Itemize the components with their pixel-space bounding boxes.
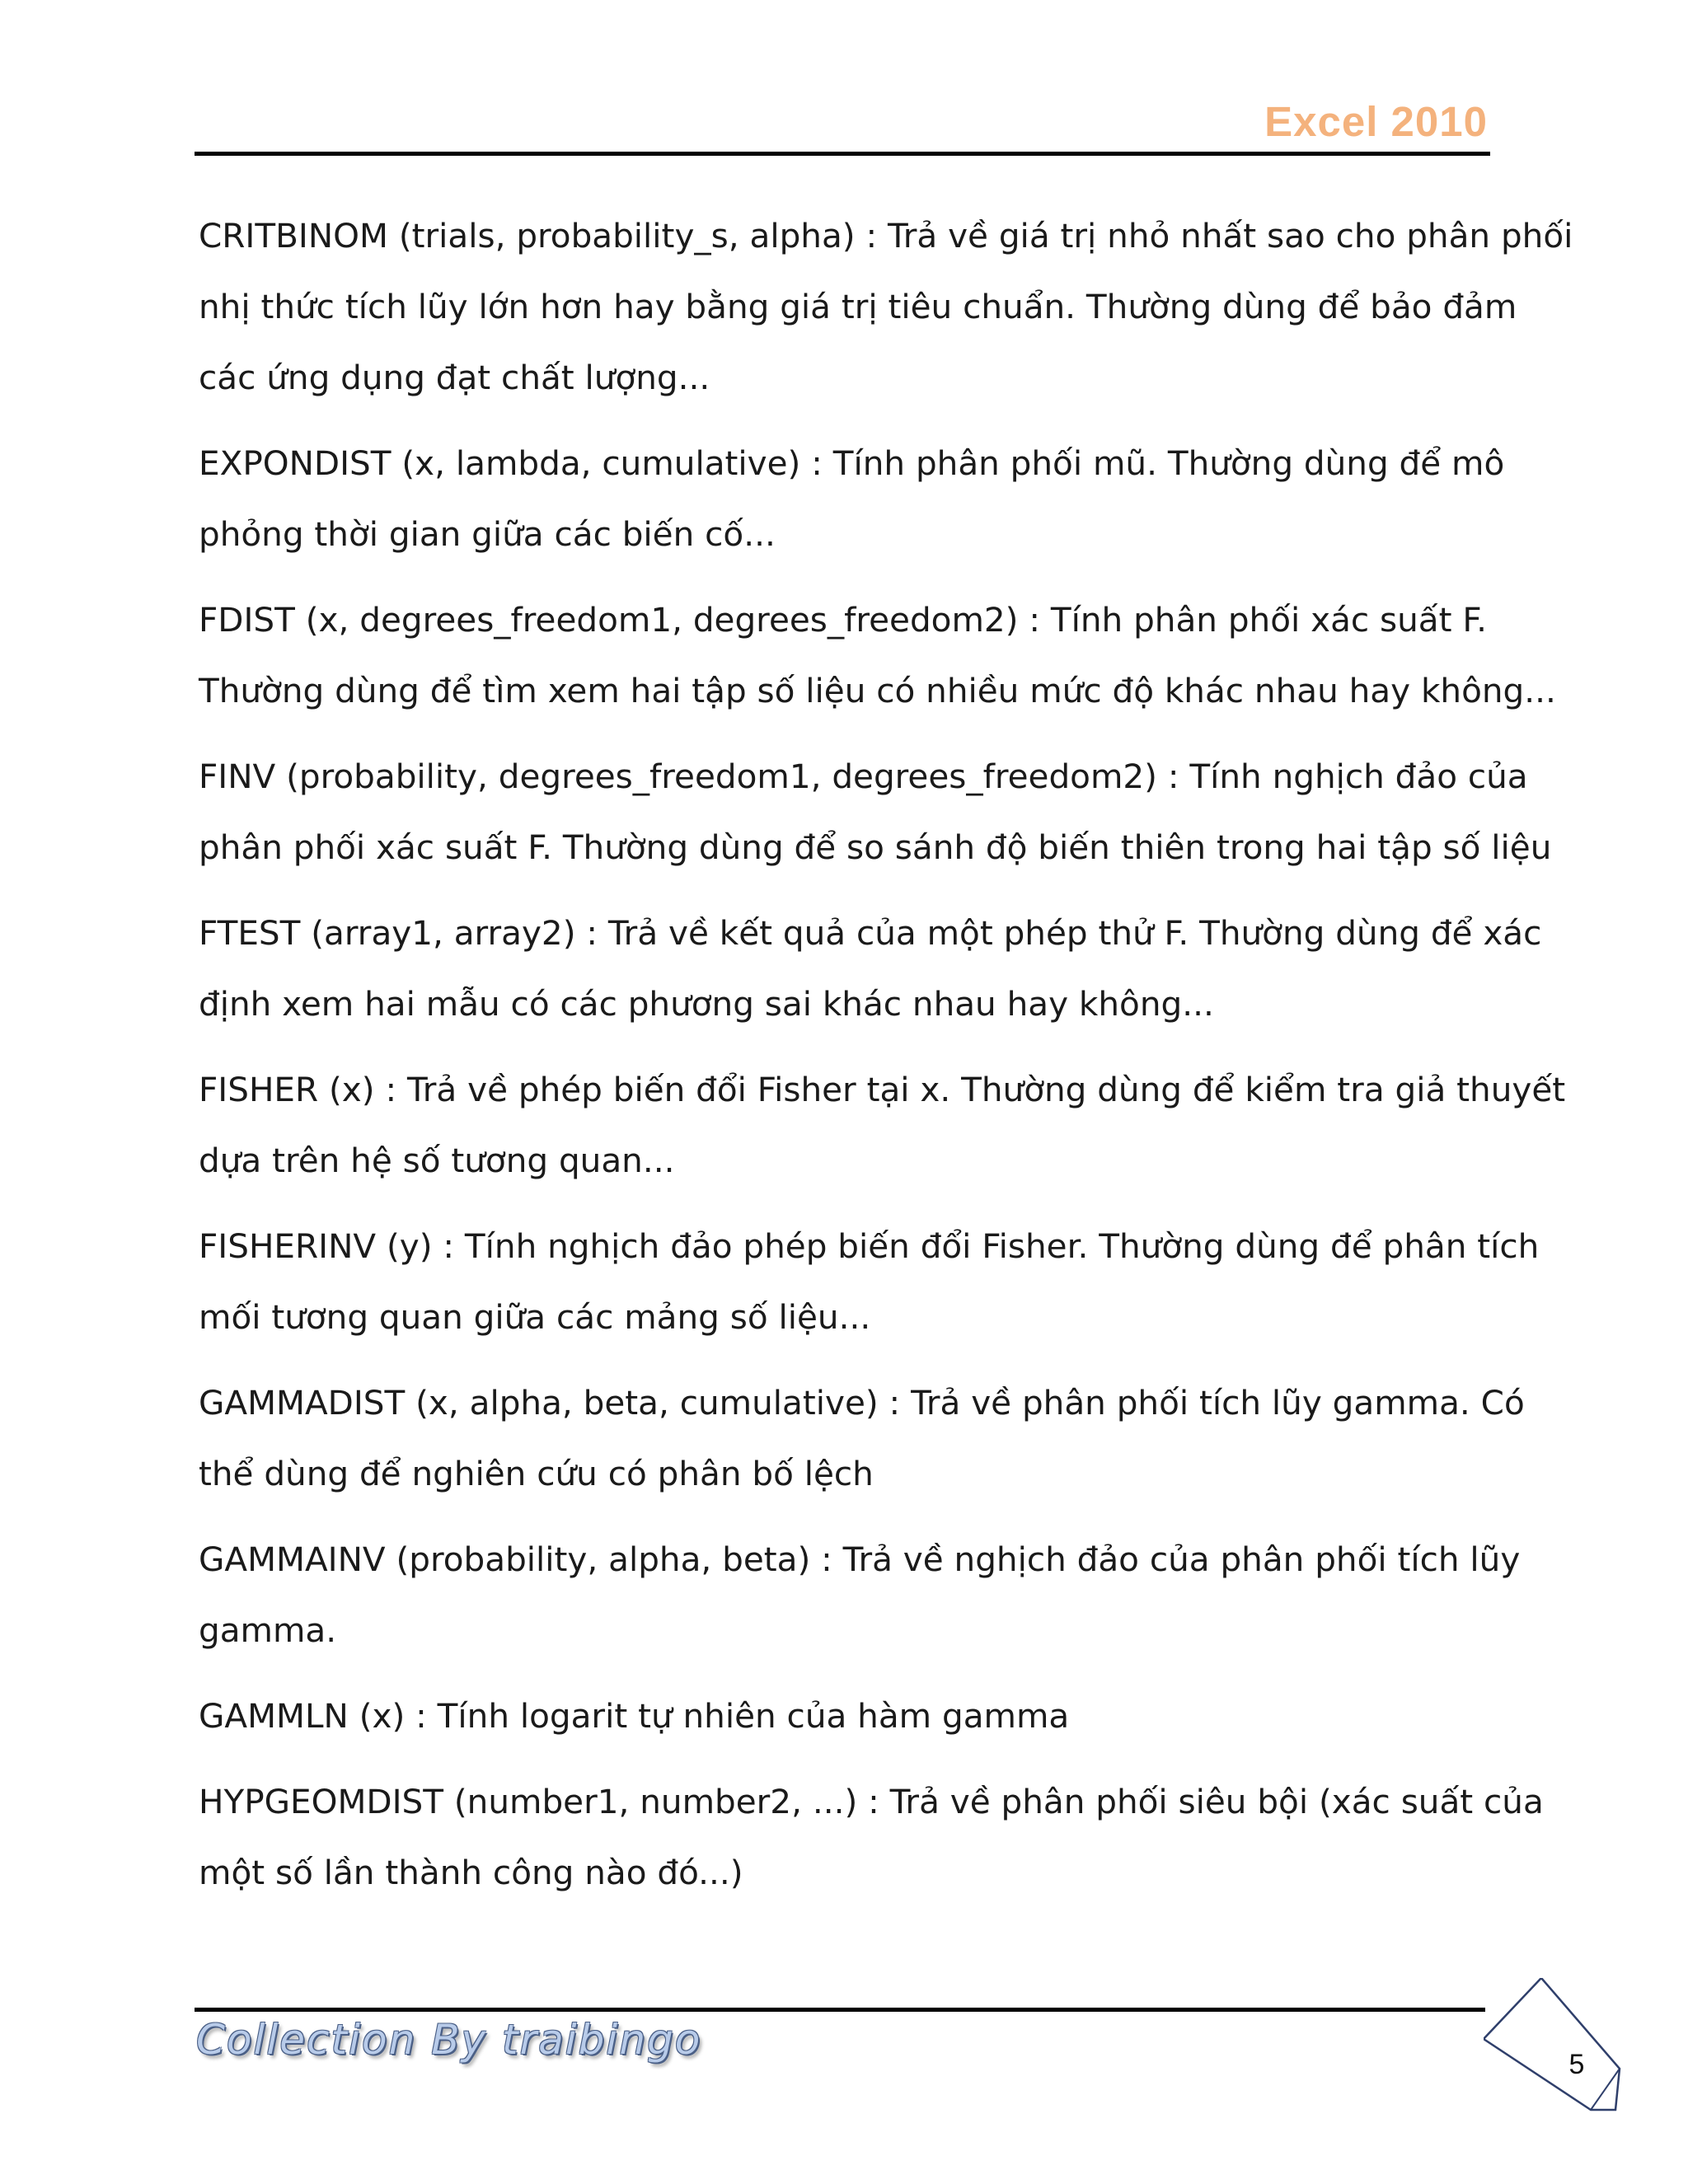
- function-entry-critbinom: [199, 200, 1573, 413]
- function-entry-finv: [199, 741, 1552, 883]
- text-line: thể dùng để nghiên cứu có phân bố lệch: [199, 1454, 874, 1493]
- text-line: HYPGEOMDIST (number1, number2, ...) : Trả về phân phối siêu bội (xác suất của: [199, 1782, 1544, 1821]
- document-body: [199, 200, 1573, 1923]
- text-line: EXPONDIST (x, lambda, cumulative) : Tính phân phối mũ. Thường dùng để mô: [199, 443, 1505, 483]
- text-line: định xem hai mẫu có các phương sai khác nhau hay không...: [199, 984, 1214, 1024]
- text-line: GAMMADIST (x, alpha, beta, cumulative) : Trả về phân phối tích lũy gamma. Có: [199, 1383, 1525, 1422]
- function-entry-gammainv: [199, 1524, 1521, 1666]
- function-entry-ftest: [199, 898, 1542, 1039]
- text-line: FINV (probability, degrees_freedom1, degrees_freedom2) : Tính nghịch đảo của: [199, 757, 1528, 796]
- function-entry-gammadist: [199, 1367, 1525, 1509]
- text-line: phỏng thời gian giữa các biến cố...: [199, 514, 776, 554]
- function-entry-fdist: [199, 584, 1556, 726]
- header-rule: [195, 152, 1490, 156]
- footer-credit: Collection By traibingo: [196, 2016, 702, 2064]
- function-entry-hypgeomdist: [199, 1766, 1544, 1908]
- text-line: FDIST (x, degrees_freedom1, degrees_freedom2) : Tính phân phối xác suất F.: [199, 600, 1488, 640]
- text-line: FISHERINV (y) : Tính nghịch đảo phép biến đổi Fisher. Thường dùng để phân tích: [199, 1226, 1540, 1266]
- text-line: GAMMLN (x) : Tính logarit tự nhiên của hàm gamma: [199, 1696, 1070, 1736]
- function-entry-fisherinv: [199, 1211, 1540, 1352]
- text-line: nhị thức tích lũy lớn hơn hay bằng giá trị tiêu chuẩn. Thường dùng để bảo đảm: [199, 287, 1517, 326]
- text-line: phân phối xác suất F. Thường dùng để so sánh độ biến thiên trong hai tập số liệu: [199, 827, 1552, 867]
- function-entry-expondist: [199, 428, 1505, 569]
- text-line: CRITBINOM (trials, probability_s, alpha) : Trả về giá trị nhỏ nhất sao cho phân phối: [199, 216, 1573, 255]
- page-number: 5: [1568, 2049, 1585, 2080]
- text-line: Thường dùng để tìm xem hai tập số liệu có nhiều mức độ khác nhau hay không...: [199, 671, 1556, 710]
- text-line: FISHER (x) : Trả về phép biến đổi Fisher tại x. Thường dùng để kiểm tra giả thuyết: [199, 1070, 1566, 1109]
- text-line: GAMMAINV (probability, alpha, beta) : Trả về nghịch đảo của phân phối tích lũy: [199, 1540, 1521, 1579]
- text-line: gamma.: [199, 1610, 337, 1650]
- text-line: FTEST (array1, array2) : Trả về kết quả của một phép thử F. Thường dùng để xác: [199, 913, 1542, 953]
- text-line: một số lần thành công nào đó...): [199, 1853, 743, 1892]
- text-line: mối tương quan giữa các mảng số liệu...: [199, 1297, 871, 1337]
- footer-rule: [195, 2008, 1485, 2012]
- header-title: Excel 2010: [1264, 98, 1488, 145]
- function-entry-fisher: [199, 1054, 1566, 1196]
- text-line: dựa trên hệ số tương quan...: [199, 1141, 675, 1180]
- text-line: các ứng dụng đạt chất lượng...: [199, 358, 710, 397]
- function-entry-gammln: [199, 1680, 1501, 1751]
